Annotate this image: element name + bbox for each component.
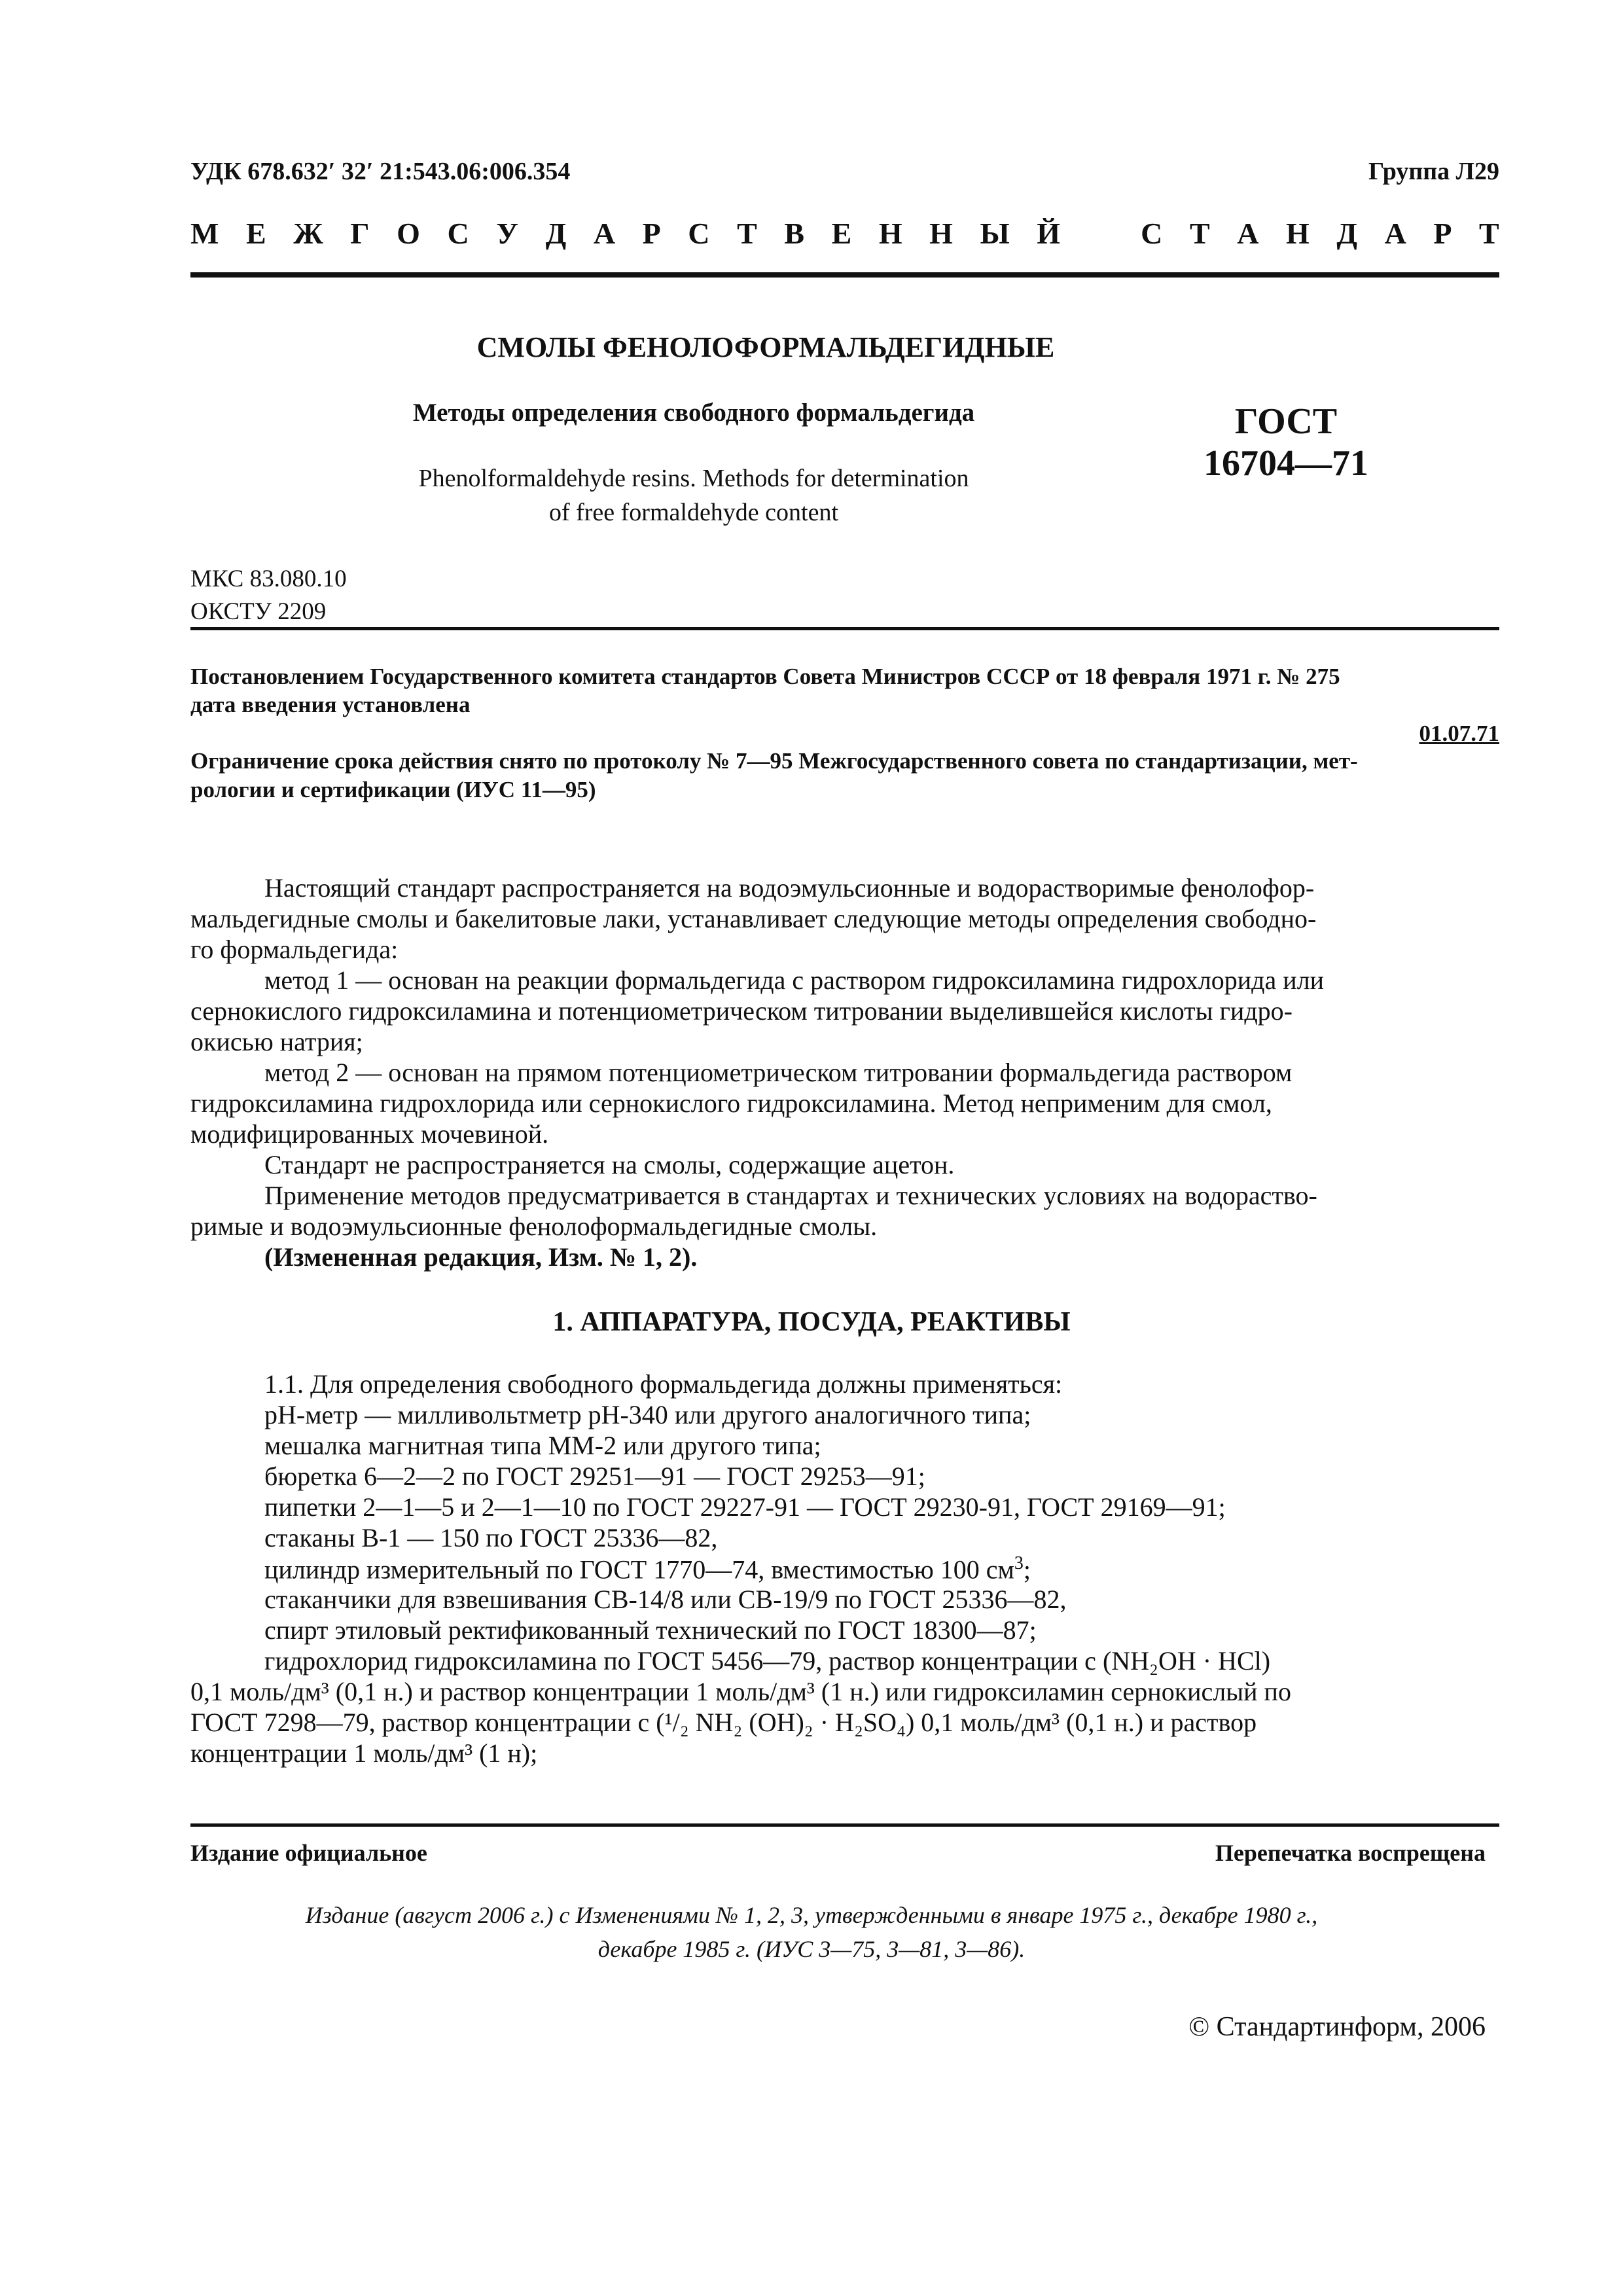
limit-line-2: рологии и сертификации (ИУС 11—95) (190, 777, 596, 802)
hydroxylamine-line-1: гидрохлорид гидроксиламина по ГОСТ 5456—79, раствор концентрации с (NH₂OH · HCl) (264, 1646, 1271, 1676)
intro-line: Стандарт не распространяется на смолы, содержащие ацетон. (264, 1150, 955, 1179)
cm3-superscript: 3 (1014, 1553, 1024, 1573)
heading-letter: Р (642, 217, 661, 250)
section-1-item: стаканчики для взвешивания СВ-14/8 или СВ-19/9 по ГОСТ 25336—82, (264, 1585, 1067, 1614)
english-title-line-2: of free formaldehyde content (548, 499, 839, 526)
heading-letter: С (688, 217, 710, 250)
mks-code: МКС 83.080.10 (190, 565, 347, 592)
section-1-title: 1. АППАРАТУРА, ПОСУДА, РЕАКТИВЫ (552, 1307, 1071, 1337)
heading-letter: А (593, 217, 616, 250)
heading-letter: Н (1286, 217, 1310, 250)
introduction-date: 01.07.71 (1419, 721, 1499, 746)
document-subtitle: Методы определения свободного формальдегида (412, 399, 975, 427)
intro-line: сернокислого гидроксиламина и потенциометрическом титровании выделившейся кислоты гидро- (190, 996, 1293, 1026)
heading-letter: В (784, 217, 805, 250)
decree-line-2: дата введения установлена (190, 692, 471, 717)
intro-line: мальдегидные смолы и бакелитовые лаки, устанавливает следующие методы определения свободно- (190, 904, 1317, 933)
document-title: СМОЛЫ ФЕНОЛОФОРМАЛЬДЕГИДНЫЕ (476, 331, 1055, 363)
section-1-item: пипетки 2—1—5 и 2—1—10 по ГОСТ 29227-91 — ГОСТ 29230-91, ГОСТ 29169—91; (264, 1492, 1226, 1522)
heading-letter: Е (831, 217, 852, 250)
intro-line: метод 2 — основан на прямом потенциометрическом титровании формальдегида раствором (264, 1058, 1293, 1087)
heading-letter (1088, 216, 1114, 251)
intro-line: гидроксиламина гидрохлорида или сернокислого гидроксиламина. Метод неприменим для смол, (190, 1088, 1272, 1118)
heading-letter: Т (1479, 217, 1499, 250)
decree-line-1: Постановлением Государственного комитета стандартов Совета Министров СССР от 18 февраля 1971 г. № 275 (190, 664, 1340, 689)
heading-letter: Й (1037, 217, 1061, 250)
udk-code: УДК 678.632′ 32′ 21:543.06:006.354 (190, 158, 571, 185)
title-rule (190, 627, 1499, 630)
intro-revision-note: (Измененная редакция, Изм. № 1, 2). (264, 1242, 698, 1272)
intro-line: Применение методов предусматривается в стандартах и технических условиях на водораство- (264, 1181, 1317, 1210)
reprint-prohibited-label: Перепечатка воспрещена (1215, 1840, 1486, 1866)
intro-line: модифицированных мочевиной. (190, 1119, 549, 1149)
heading-letter: Н (929, 217, 953, 250)
heading-letter: Р (1433, 217, 1452, 250)
limit-line-1: Ограничение срока действия снято по протоколу № 7—95 Межгосударственного совета по стандартизации, мет- (190, 748, 1358, 774)
heading-letter: Д (1336, 217, 1357, 250)
hydroxylamine-line-4: концентрации 1 моль/дм³ (1 н); (190, 1738, 538, 1768)
heading-letter: Т (1189, 217, 1210, 250)
intro-line: го формальдегида: (190, 935, 399, 964)
group-code: Группа Л29 (1368, 158, 1499, 185)
edition-line-1: Издание (август 2006 г.) с Изменениями № 1, 2, 3, утвержденными в январе 1975 г., декабре 1980 г., (305, 1902, 1318, 1928)
cylinder-end: ; (1023, 1554, 1031, 1585)
gost-label: ГОСТ (1234, 401, 1338, 442)
english-title (366, 461, 1021, 529)
intro-line: Настоящий стандарт распространяется на водоэмульсионные и водорастворимые фенолофор- (264, 873, 1315, 903)
section-1-item: мешалка магнитная типа ММ-2 или другого типа; (264, 1431, 821, 1460)
intro-line: римые и водоэмульсионные фенолоформальдегидные смолы. (190, 1211, 878, 1241)
heading-letter: Н (878, 217, 902, 250)
footer-rule (190, 1823, 1499, 1827)
section-1-item: 1.1. Для определения свободного формальдегида должны применяться: (264, 1369, 1063, 1399)
heading-letter: С (447, 217, 469, 250)
hydroxylamine-line-2: 0,1 моль/дм³ (0,1 н.) и раствор концентрации 1 моль/дм³ (1 н.) или гидроксиламин сернокислый по (190, 1677, 1291, 1706)
section-1-item: стаканы В-1 — 150 по ГОСТ 25336—82, (264, 1523, 718, 1552)
heading-letter: Д (545, 217, 567, 250)
english-title-line-1: Phenolformaldehyde resins. Methods for determination (418, 465, 969, 492)
gost-number: 16704—71 (1204, 443, 1368, 484)
section-1-item (264, 1553, 1031, 1585)
heading-letter: Е (245, 217, 266, 250)
intro-line: окисью натрия; (190, 1027, 363, 1056)
gost-designation (1142, 401, 1430, 484)
heading-letter: М (190, 217, 219, 250)
cylinder-text: цилиндр измерительный по ГОСТ 1770—74, вместимостью 100 см (264, 1554, 1014, 1585)
intro-line: метод 1 — основан на реакции формальдегида с раствором гидроксиламина гидрохлорида или (264, 965, 1325, 995)
heading-letter: О (397, 217, 420, 250)
heading-letter: А (1384, 217, 1406, 250)
section-1-item: pH-метр — милливольтметр pH-340 или другого аналогичного типа; (264, 1400, 1031, 1429)
heading-letter: С (1141, 217, 1163, 250)
heading-letter: Г (350, 217, 370, 250)
okstu-code: ОКСТУ 2209 (190, 598, 327, 625)
edition-note (0, 1898, 1623, 1966)
heading-letter: А (1237, 217, 1259, 250)
hydroxylamine-line-3: ГОСТ 7298—79, раствор концентрации с (¹/₂ NH₂ (OH)₂ · H₂SO₄) 0,1 моль/дм³ (0,1 н.) и раствор (190, 1708, 1257, 1737)
classification-codes (190, 563, 347, 628)
decree-text (190, 662, 1499, 719)
section-1-item: спирт этиловый ректификованный технический по ГОСТ 18300—87; (264, 1615, 1037, 1645)
edition-line-2: декабре 1985 г. (ИУС 3—75, 3—81, 3—86). (597, 1936, 1026, 1962)
header-rule (190, 272, 1499, 278)
heading-letter: Ы (980, 217, 1010, 250)
section-1-item: бюретка 6—2—2 по ГОСТ 29251—91 — ГОСТ 29253—91; (264, 1462, 925, 1491)
heading-letter: Ж (293, 217, 323, 250)
copyright: © Стандартинформ, 2006 (1188, 2012, 1486, 2042)
heading-letter: У (496, 217, 519, 250)
heading-letter: Т (737, 217, 757, 250)
interstate-standard-heading (190, 216, 1499, 251)
limit-removal-text (190, 747, 1499, 804)
official-edition-label: Издание официальное (190, 1840, 427, 1866)
